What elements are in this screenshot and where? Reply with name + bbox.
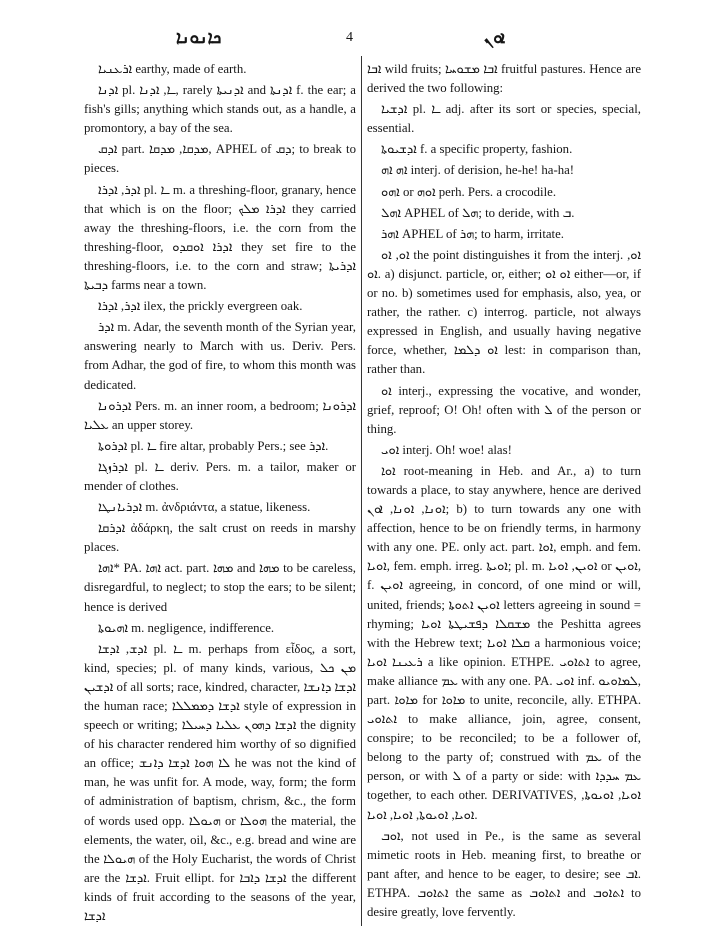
column-divider bbox=[361, 56, 362, 926]
dictionary-entry: ܐܕܩ part. ܡܕܩܐ, ܡܕܩܐ, APHEL of ܕܩ; to break to pieces. bbox=[84, 142, 357, 176]
dictionary-entry: ܐܕܫ, ܐܕܫܐ pl. ـܐ m. perhaps from εἶδος, a sort, kind, species; pl. of many kinds, various, ܡܢ ܟܠ ܐܕܫܝܢ of all sorts; race, kindred, character, ܐܕܫܐ ܕܐܢܫܐ the human race; ܐܕܫܐ ܕܡܡܠܠܐ style of expression in speech or writing; ܐܕܫܐ ܕܗܘܢ ܥܠܝܐ ܕܚܝܠܐ the dignity of his character rendered him worthy of so dignified an office; ܠܐ ܗܘܐ ܐܕܫܐ ܕܐܢܫ he was not the kind of man, he was unfit for. A mode, way, form; the form of administration of baptism, chrism, &c., the form of words used opp. ܗܝܘܠܐ or ܗܘܠܐ the material, the elements, the water, oil, &c., e.g. bread and wine are the ܗܝܘܠܐ of the Holy Eucharist, the words of Christ are the ܐܕܫܐ. Fruit ellipt. for ܐܕܫܐ ܕܐܒܐ the different kinds of fruit according to the seasons of the year, ܐܕܫܐ bbox=[84, 641, 357, 924]
right-column bbox=[367, 60, 641, 924]
dictionary-entry: ܐܕܪܝܐܢܛܐ m. ἀνδριάντα, a statue, likeness. bbox=[98, 500, 311, 515]
dictionary-entry: ܐܕܢܐ pl. ـܐ, ܐܕܢܐ, rarely ܐܕܢܝܬܐ and ܐܕܢܬܐ f. the ear; a fish's gills; anything which stands out, as a handle, a promontory, a bay of the sea. bbox=[84, 83, 356, 136]
dictionary-entry: ܐܕܪܘܢܐ Pers. m. an inner room, a bedroom; ܐܕܪܘܢܐ ܥܠܝܐ an upper storey. bbox=[84, 398, 356, 432]
dictionary-entry: ܐܘ interj., expressing the vocative, and wonder, grief, reproof; O! Oh! often with ܠ of the person or thing. bbox=[367, 383, 641, 436]
dictionary-entry: ܐܕܪ, ܐܕܪܐ ilex, the prickly evergreen oak. bbox=[98, 299, 303, 314]
dictionary-entry: ܐܘܒ, not used in Pe., is the same as several mimetic roots in Heb. meaning first, to breathe or pant after, and hence to be eager, to desire; see ܐܒ. ETHPA. ܐܬܐܘܒ the same as ܐܬܐܘܒ and ܐܬܐܘܒ to desire greatly, love fervently. bbox=[367, 828, 641, 920]
dictionary-entry: ܐܗܪ APHEL of ܗܪ; to harm, irritate. bbox=[381, 226, 564, 241]
dictionary-entry: ܐܗܐ* PA. ܐܗܐ act. part. ܡܗܐ and ܡܗܐ to be careless, disregardful, to neglect; to stop the ears; to be silent; hence is derived bbox=[84, 561, 356, 614]
dictionary-entry: ܐܘܝ interj. Oh! woe! alas! bbox=[381, 442, 512, 457]
dictionary-entry: ܐܕܫܝܐ pl. ـܐ adj. after its sort or species, special, essential. bbox=[367, 102, 641, 136]
dictionary-entry: ܐܗܘ or ܐܘܗ perh. Pers. a crocodile. bbox=[381, 184, 557, 199]
dictionary-entry: ܐܕܪܩܐ ἀδάρκη, the salt crust on reeds in marshy places. bbox=[84, 521, 356, 555]
dictionary-entry-continuation: ܐܒܐ wild fruits; ܐܒܐ ܡܫܘܚܐ fruitful pastures. Hence are derived the two following: bbox=[367, 62, 641, 96]
dictionary-entry: ܐܗ ܐܗ interj. of derision, he-he! ha-ha! bbox=[381, 163, 575, 178]
dictionary-entry: ܐܕܪ m. Adar, the seventh month of the Syrian year, answering nearly to March with us. Deriv. Pers. from Adhar, the god of fire, to whom this month was dedicated. bbox=[84, 320, 356, 392]
dictionary-entry: ܐܗܝܘܬܐ m. negligence, indifference. bbox=[98, 620, 275, 635]
dictionary-entry: ܐܕܪ, ܐܕܪܐ pl. ـܐ m. a threshing-floor, granary, hence that which is on the floor; ܐܕܪܐ ܡܠܟ they carried away the threshing-floors, i.e. the corn from the threshing-floor, ܐܕܪܐ ܐܘܩܕܘ they set fire to the threshing-floors, i.e. to the corn and straw; ܐܕܪܝܬܐ ܕܒܝܬܐ farms near a town. bbox=[84, 182, 357, 293]
dictionary-entry: ܐܗܠ APHEL of ܗܠ; to deride, with ܒ. bbox=[381, 205, 575, 220]
dictionary-entry: ܐܕܫܝܘܬܐ f. a specific property, fashion. bbox=[381, 142, 573, 157]
dictionary-entry: ܐܪܥܢܝܐ earthy, made of earth. bbox=[98, 62, 247, 76]
left-column bbox=[84, 60, 356, 928]
right-running-headword: ܐܘܢ bbox=[484, 28, 505, 48]
dictionary-entry: ܐܘ, ܐܘ the point distinguishes it from the interj. ܐܘ, ܐܘ. a) disjunct. particle, or, either; ܐܘ ܐܘ either—or, if or no. b) sometimes used for emphasis, also, yea, or rather, the rather. c) interrog. particle, not always expressed in English, and usually having negative force, whether, ܐܘ ܕܠܡܐ lest: in comparison than, rather than. bbox=[367, 247, 642, 377]
left-running-headword: ܟܐܢܘܢܐ bbox=[176, 28, 222, 48]
page-header bbox=[0, 28, 704, 54]
dictionary-entry: ܐܘܐ root-meaning in Heb. and Ar., a) to turn towards a place, to stay anywhere, hence are derived ܐܘܢܐ, ܐܘܢܐ, ܐܘܢ; b) to turn towards any one with affection, hence to be on friendly terms, in harmony with any one. PE. only act. part. ܐܘܐ, emph. and fem. ܐܘܝܐ, fem. emph. irreg. ܐܘܝܬܐ; pl. m. ܐܘܝܢ, ܐܘܝܐ or ܐܘܝܢ, f. ܐܘܝܢ agreeing, in concord, of one mind or will, united, friends; ܐܘܝܢ ܐܬܘܬܐ letters agreeing in sound = rhyming; ܡܫܩܠܐ ܕܦܫܝܛܬܐ ܐܘܝܐ the Peshitta agrees with the Hebrew text; ܩܠܐ ܐܘܝܐ a harmonious voice; ܪܥܝܢܐ ܐܘܝܐ a like opinion. ETHPE. ܐܬܐܘܝ to agree, make alliance ܥܡ with any one. PA. ܐܘܝ inf. ܠܡܐܘܝܘ, part. ܡܐܘܐ for ܡܐܘܐ to unite, reconcile, ally. ETHPA. ܐܬܐܘܝ to make alliance, join, agree, consent, conspire; to be reconciled; to be a follower of, belong to the party of; construed with ܥܡ of the person, or with ܠ of a party or side: with ܥܡ ܚܕܕܐ together, to each other. DERIVATIVES, ܐܘܝܐ, ܐܘܝܘܬܐ, ܐܘܝܐ, ܐܘܝܘܬܐ, ܐܘܝܐ, ܐܘܝܐ. bbox=[367, 463, 642, 822]
page-number: 4 bbox=[346, 30, 353, 45]
dictionary-entry: ܐܕܪܘܬܐ pl. ـܐ fire altar, probably Pers.; see ܐܕܪ. bbox=[98, 438, 329, 453]
dictionary-entry: ܐܕܪܙܓܐ pl. ـܐ deriv. Pers. m. a tailor, maker or mender of clothes. bbox=[84, 459, 356, 493]
